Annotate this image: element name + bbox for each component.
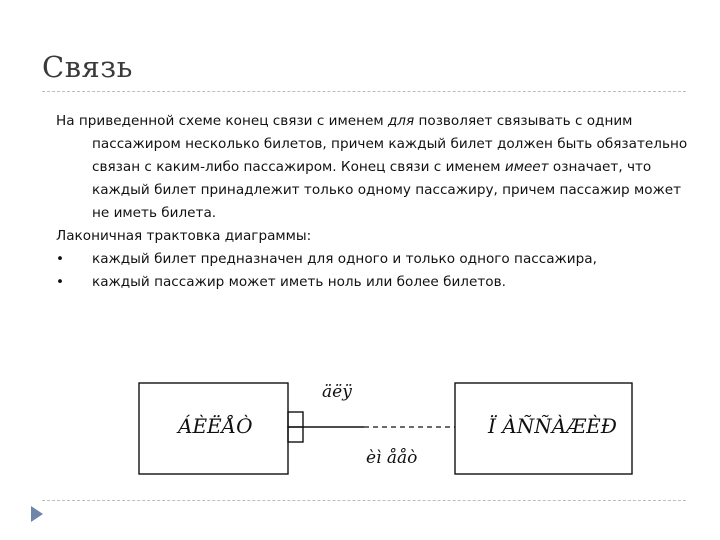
bullet-dot: • (56, 274, 65, 290)
p1-text-1: На приведенной схеме конец связи с именем (56, 113, 388, 129)
play-triangle-icon[interactable] (30, 505, 44, 523)
connector-upper-square (288, 412, 303, 427)
p1-role-name-2: имеет (504, 159, 549, 175)
slide-title: Связь (42, 50, 133, 84)
relationship-bottom-label: èì ååò (366, 448, 418, 468)
connector-lower-square (288, 427, 303, 442)
paragraph-summary-heading: Лаконичная трактовка диаграммы: (56, 228, 312, 244)
right-entity-label: Ï ÀÑÑÀÆÈÐ (488, 414, 617, 438)
p1-text-3: означает, что каждый билет принадлежит только одному пассажиру, причем пассажир может не иметь билета. (92, 159, 682, 221)
bullet-text: каждый пассажир может иметь ноль или более билетов. (92, 274, 506, 290)
bullet-dot: • (56, 251, 65, 267)
left-entity-label: ÁÈËÅÒ (178, 414, 253, 438)
p1-role-name-1: для (387, 113, 415, 129)
bullet-text: каждый билет предназначен для одного и только одного пассажира, (92, 251, 597, 267)
rule-bottom (42, 500, 686, 501)
p1-text-2: позволяет связывать с одним пассажиром несколько билетов, причем каждый билет должен быть обязательно связан с каким-либо пассажиром. Конец связи с именем (92, 113, 688, 175)
relationship-top-label: äëÿ (322, 382, 352, 402)
